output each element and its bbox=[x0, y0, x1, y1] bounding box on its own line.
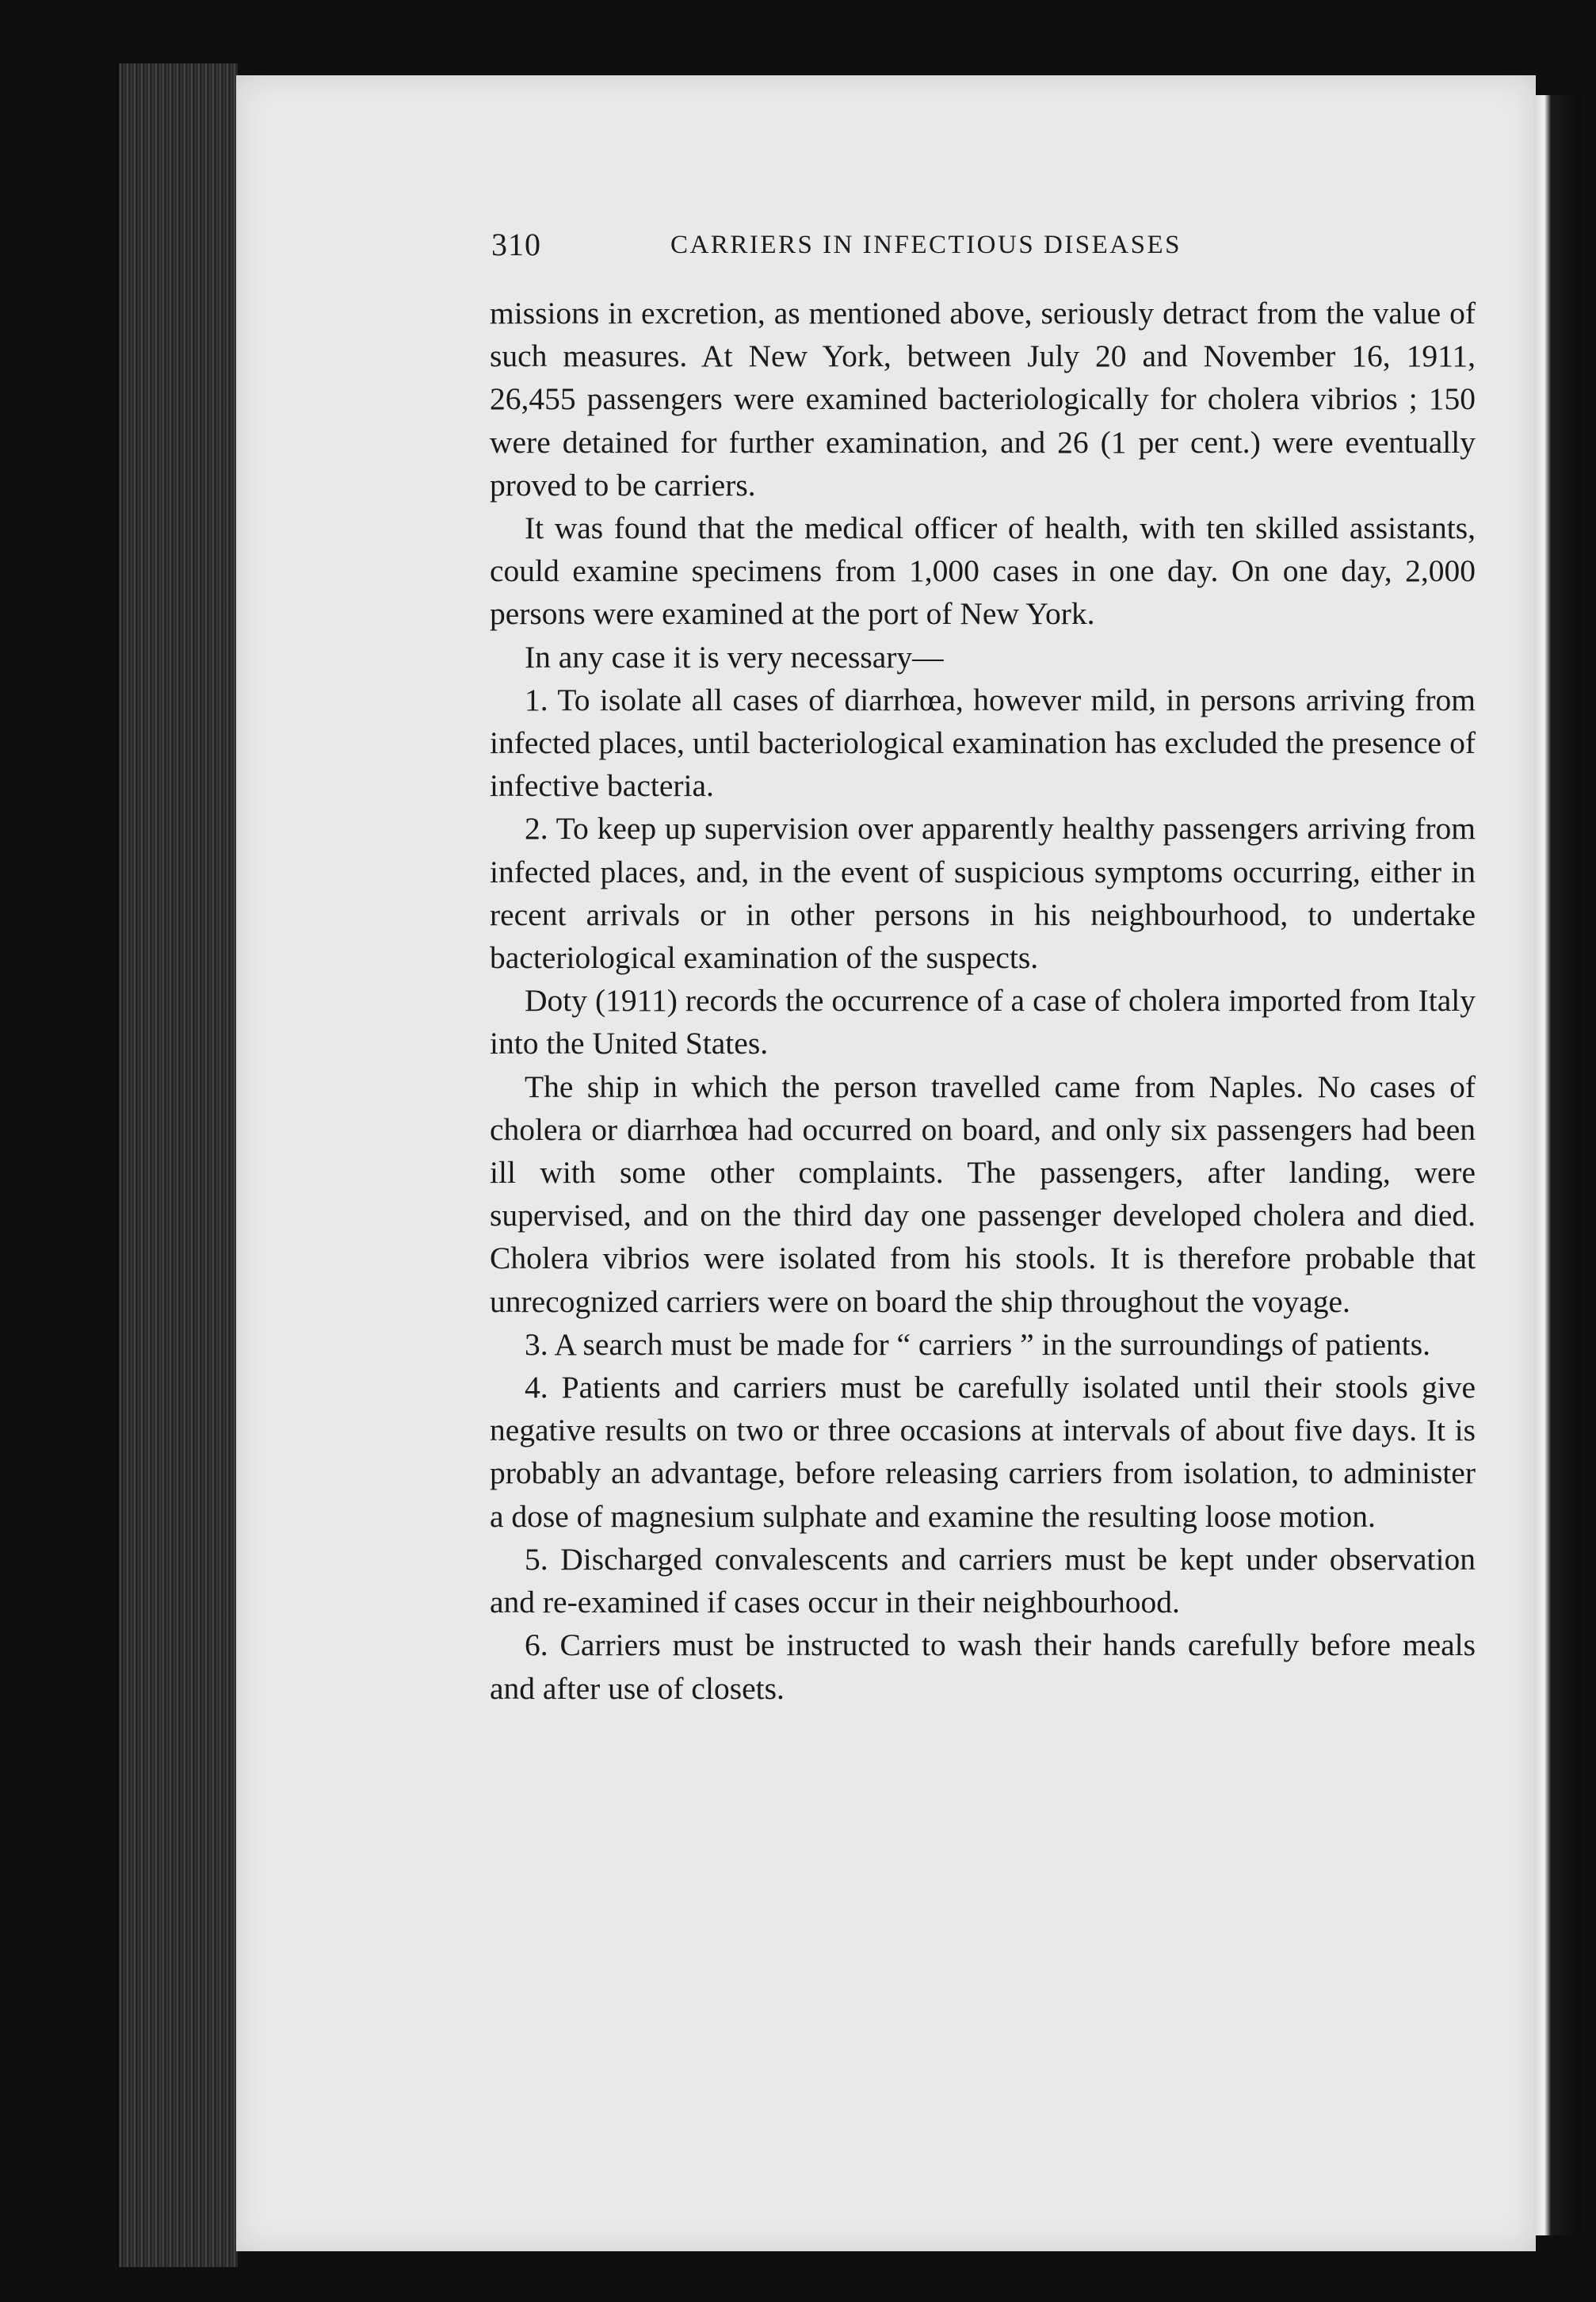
running-head: CARRIERS IN INFECTIOUS DISEASES bbox=[670, 231, 1182, 259]
numbered-paragraph: 4. Patients and carriers must be carefully isolated until their stools give negative results on two or three occasions at intervals of about five days. It is probably an advantage, before releasing carriers from isolation, to administer a dose of magnesium sulphate and examine the resulting loose motion. bbox=[490, 1370, 1476, 1534]
numbered-paragraph: 1. To isolate all cases of diarrhœa, however mild, in persons arriving from infected places, until bacteriological examination has excluded the presence of infective bacteria. bbox=[490, 682, 1476, 804]
book-page-edges bbox=[119, 63, 238, 2267]
numbered-paragraph: 2. To keep up supervision over apparently healthy passengers arriving from infected places, and, in the event of suspicious symptoms occurring, either in recent arrivals or in other persons in his neighbourhood, to undertake bacteriological examination of the suspects. bbox=[490, 811, 1476, 976]
page-number: 310 bbox=[491, 227, 541, 262]
paragraph: The ship in which the person travelled came from Naples. No cases of cholera or diarrhœa had occurred on board, and only six passengers had been ill with some other complaints. The passengers, after landing, were supervised, and on the third day one passenger developed cholera and died. Cholera vibrios were isolated from his stools. It is therefore probable that unrecognized carriers were on board the ship throughout the voyage. bbox=[490, 1069, 1476, 1319]
paragraph: Doty (1911) records the occurrence of a case of cholera imported from Italy into the United States. bbox=[490, 983, 1476, 1061]
numbered-paragraph: 3. A search must be made for “ carriers ” in the surroundings of patients. bbox=[525, 1326, 1430, 1362]
numbered-paragraph: 6. Carriers must be instructed to wash their hands carefully before meals and after use of closets. bbox=[490, 1627, 1476, 1706]
facing-page-edge bbox=[1533, 95, 1581, 2235]
paragraph: In any case it is very necessary— bbox=[525, 639, 944, 675]
numbered-paragraph: 5. Discharged convalescents and carriers must be kept under observation and re-examined if cases occur in their neighbourhood. bbox=[490, 1541, 1476, 1620]
paragraph: It was found that the medical officer of health, with ten skilled assistants, could examine specimens from 1,000 cases in one day. On one day, 2,000 persons were examined at the port of New York. bbox=[490, 510, 1476, 632]
paragraph: missions in excretion, as mentioned above, seriously detract from the value of such measures. At New York, between July 20 and November 16, 1911, 26,455 passengers were examined bacteriologically for cholera vibrios ; 150 were detained for further examination, and 26 (1 per cent.) were eventually proved to be carriers. bbox=[490, 296, 1476, 503]
body-text bbox=[490, 292, 1476, 1710]
page-header bbox=[491, 226, 1474, 273]
